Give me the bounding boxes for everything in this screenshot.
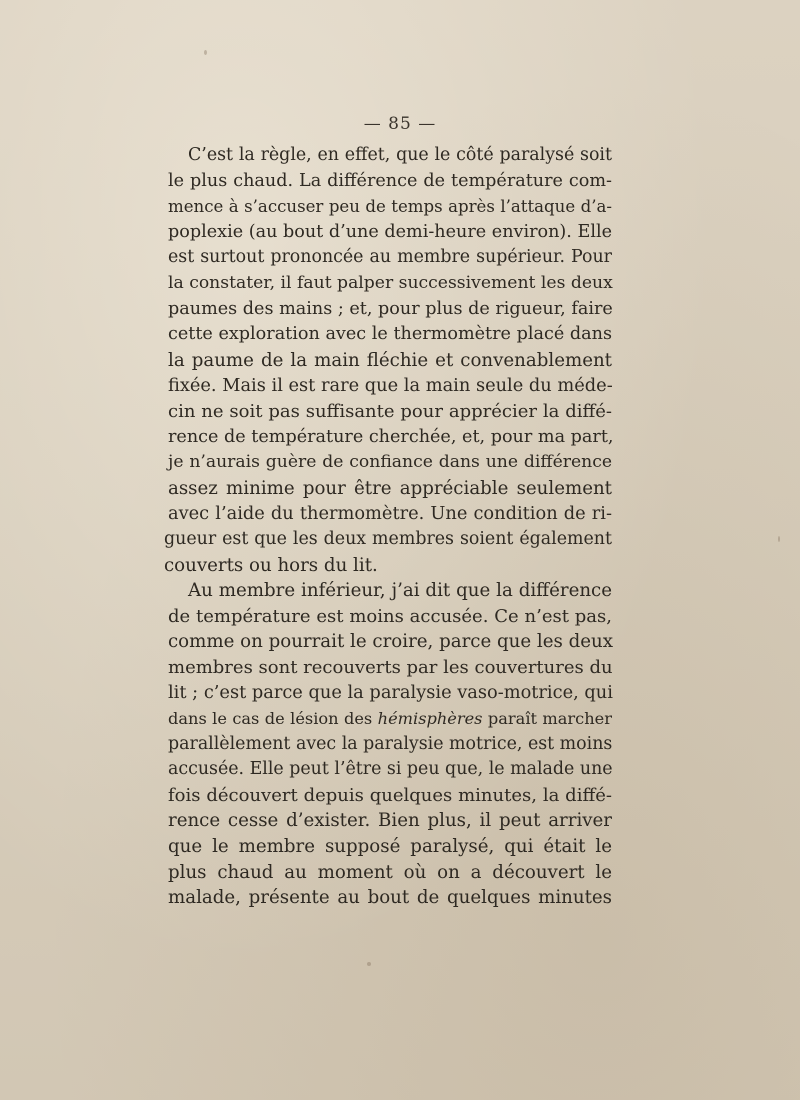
text-line: membres sont recouverts par les couvertures du: [168, 656, 613, 678]
text-line: gueur est que les deux membres soient également: [164, 528, 612, 549]
text-line: lit ; c’est parce que la paralysie vaso-motrice, qui: [168, 682, 613, 704]
text-line: rence de température cherchée, et, pour ma part,: [168, 426, 614, 447]
text-line: malade, présente au bout de quelques minutes: [168, 887, 612, 909]
text-line: couverts ou hors du lit.: [164, 554, 378, 576]
text-line: C’est la règle, en effet, que le côté paralysé soit: [188, 145, 612, 165]
text-line: de température est moins accusée. Ce n’est pas,: [168, 605, 612, 627]
text-line: fois découvert depuis quelques minutes, la diffé-: [168, 784, 612, 806]
text-line: parallèlement avec la paralysie motrice, est moins: [168, 733, 613, 754]
text-line: Au membre inférieur, j’ai dit que la différence: [188, 580, 612, 602]
text-line: avec l’aide du thermomètre. Une condition de ri-: [168, 503, 612, 525]
text-line: fixée. Mais il est rare que la main seule du méde-: [168, 375, 613, 397]
italic-term: hémisphères: [377, 709, 483, 729]
paragraph-1: [164, 143, 614, 578]
text-line-with-italic: [168, 706, 612, 732]
paper-speck: [204, 50, 207, 55]
text-line: mence à s’accuser peu de temps après l’attaque d’a-: [168, 197, 612, 217]
page-number: — 85 —: [363, 114, 437, 134]
text-line: le plus chaud. La différence de température com-: [168, 170, 612, 191]
text-line: la constater, il faut palper successivement les deux: [168, 272, 613, 293]
text-line: paumes des mains ; et, pour plus de rigueur, faire: [168, 298, 613, 319]
text-line: je n’aurais guère de confiance dans une différence: [168, 452, 612, 473]
text-run: dans le cas de lésion des: [168, 709, 378, 729]
paragraph-2: [168, 578, 612, 911]
text-line: la paume de la main fléchie et convenablement: [168, 349, 612, 371]
paper-speck: [778, 536, 780, 542]
text-line: comme on pourrait le croire, parce que les deux: [168, 631, 613, 653]
text-line: cette exploration avec le thermomètre placé dans: [168, 324, 612, 345]
paper-speck: [367, 962, 371, 966]
text-line: que le membre supposé paralysé, qui était le: [168, 836, 612, 858]
text-line: rence cesse d’exister. Bien plus, il peut arriver: [168, 810, 612, 832]
text-line: cin ne soit pas suffisante pour apprécier la diffé-: [168, 400, 612, 422]
text-line: est surtout prononcée au membre supérieur. Pour: [168, 247, 612, 268]
text-line: plus chaud au moment où on a découvert le: [168, 861, 612, 883]
text-line: poplexie (au bout d’une demi-heure environ). Elle: [168, 221, 612, 242]
text-run: paraît marcher: [482, 709, 612, 729]
text-line: assez minime pour être appréciable seulement: [168, 477, 612, 499]
body-text: [164, 143, 614, 911]
text-line: accusée. Elle peut l’être si peu que, le malade une: [168, 759, 613, 780]
